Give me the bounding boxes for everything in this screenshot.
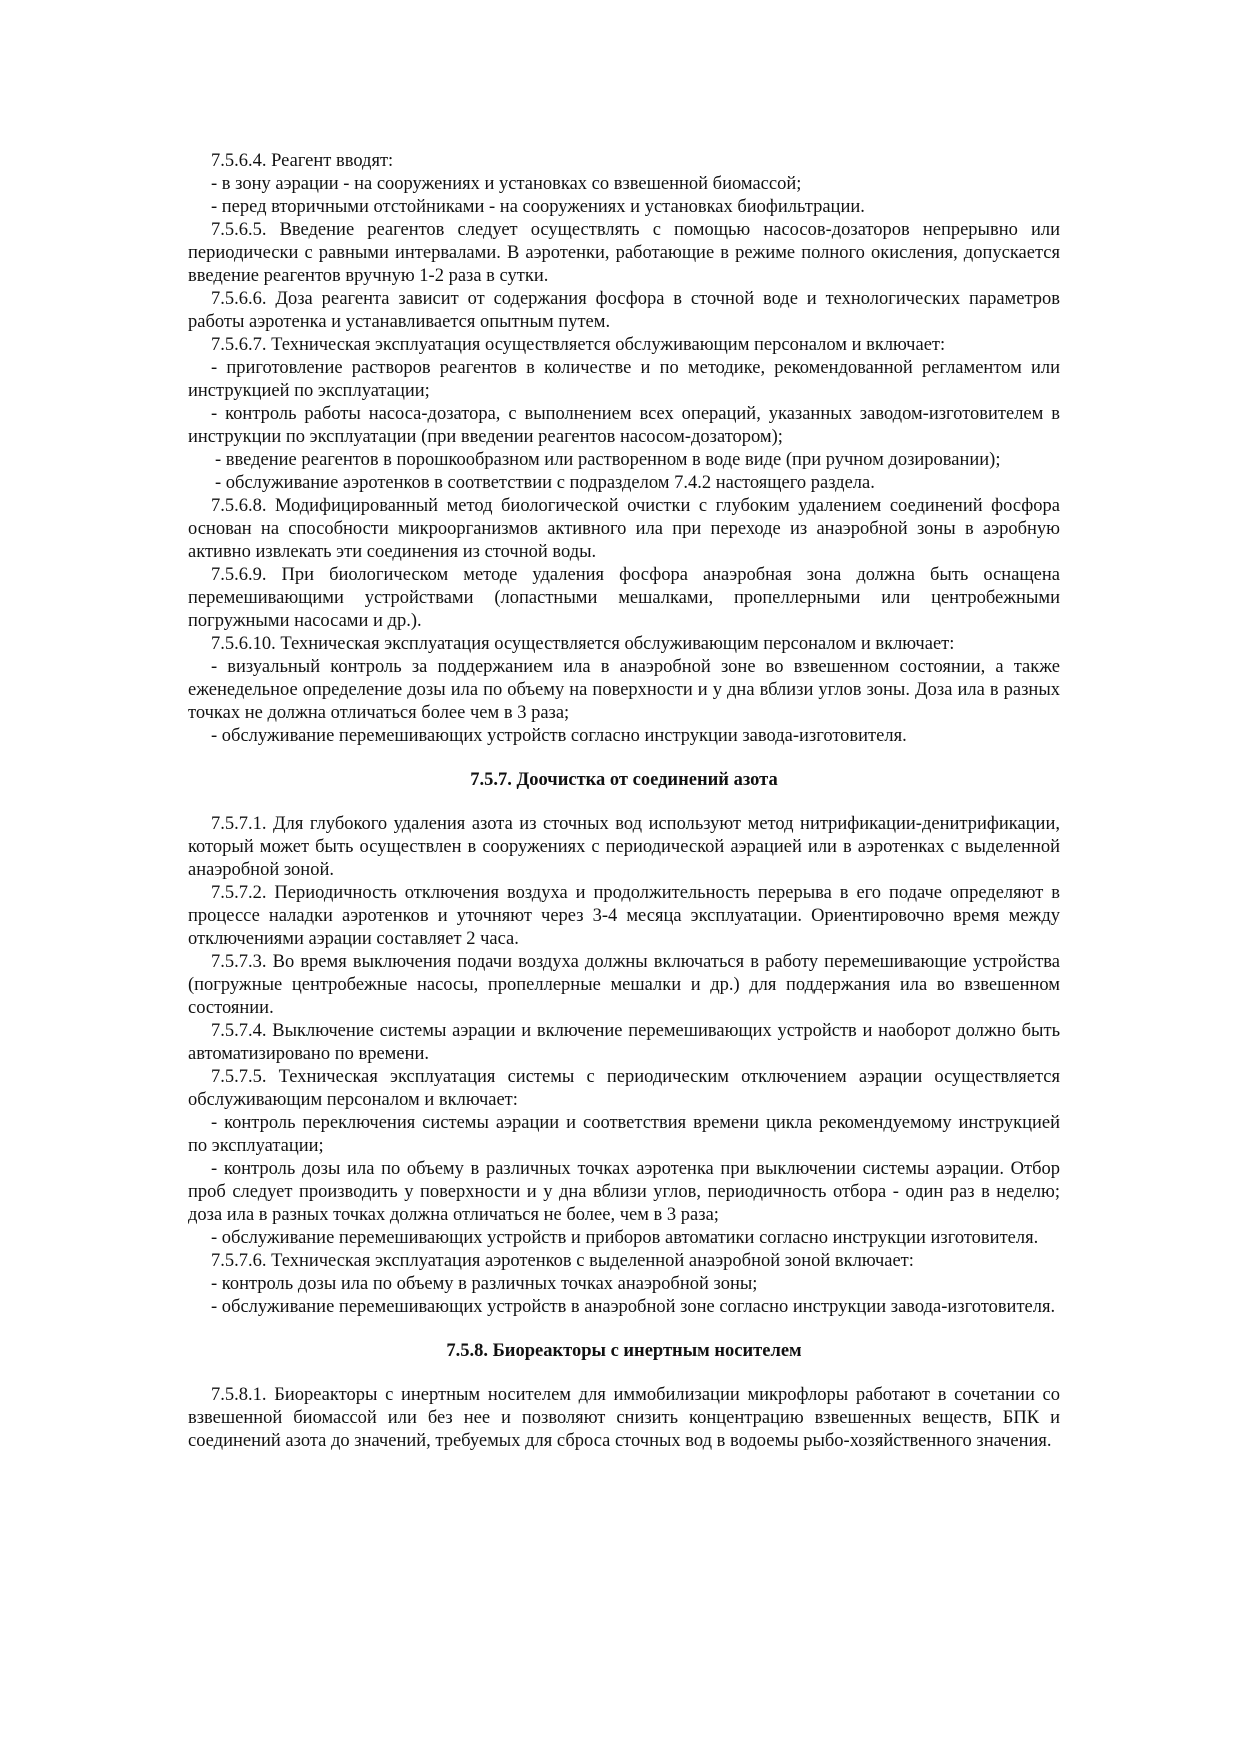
list-item: - введение реагентов в порошкообразном или растворенном в воде виде (при ручном дозировании); <box>215 450 1001 470</box>
paragraph-7-5-6-5: 7.5.6.5. Введение реагентов следует осуществлять с помощью насосов-дозаторов непрерывно или периодически с равными интервалами. В аэротенки, работающие в режиме полного окисления, допускается введение реагентов вручную 1-2 раза в сутки. <box>188 220 1060 286</box>
list-item: - обслуживание аэротенков в соответствии с подразделом 7.4.2 настоящего раздела. <box>215 473 875 493</box>
section-heading-7-5-7: 7.5.7. Доочистка от соединений азота <box>470 770 778 790</box>
paragraph-7-5-6-6: 7.5.6.6. Доза реагента зависит от содержания фосфора в сточной воде и технологических параметров работы аэротенка и устанавливается опытным путем. <box>188 289 1060 332</box>
list-item: - контроль переключения системы аэрации и соответствия времени цикла рекомендуемому инструкцией по эксплуатации; <box>188 1113 1060 1156</box>
paragraph-7-5-7-4: 7.5.7.4. Выключение системы аэрации и включение перемешивающих устройств и наоборот должно быть автоматизировано по времени. <box>188 1021 1060 1064</box>
paragraph-7-5-7-6: 7.5.7.6. Техническая эксплуатация аэротенков с выделенной анаэробной зоной включает: <box>211 1251 914 1271</box>
list-item: - контроль работы насоса-дозатора, с выполнением всех операций, указанных заводом-изготовителем в инструкции по эксплуатации (при введении реагентов насосом-дозатором); <box>188 404 1060 447</box>
paragraph-7-5-6-7: 7.5.6.7. Техническая эксплуатация осуществляется обслуживающим персоналом и включает: <box>211 335 946 355</box>
list-item: - приготовление растворов реагентов в количестве и по методике, рекомендованной регламентом или инструкцией по эксплуатации; <box>188 358 1060 401</box>
paragraph-7-5-7-3: 7.5.7.3. Во время выключения подачи воздуха должны включаться в работу перемешивающие устройства (погружные центробежные насосы, пропеллерные мешалки и др.) для поддержания ила во взвешенном состоянии. <box>188 952 1060 1018</box>
paragraph-7-5-6-9: 7.5.6.9. При биологическом методе удаления фосфора анаэробная зона должна быть оснащена перемешивающими устройствами (лопастными мешалками, пропеллерными или центробежными погружными насосами и др.). <box>188 565 1060 631</box>
list-item: - контроль дозы ила по объему в различных точках аэротенка при выключении системы аэрации. Отбор проб следует производить у поверхности и у дна вблизи углов, периодичность отбора - один раз в неделю; доза ила в разных точках должна отличаться не более, чем в 3 раза; <box>188 1159 1060 1225</box>
section-heading-7-5-8: 7.5.8. Биореакторы с инертным носителем <box>446 1341 802 1361</box>
paragraph-7-5-7-1: 7.5.7.1. Для глубокого удаления азота из сточных вод используют метод нитрификации-денитрификации, который может быть осуществлен в сооружениях с периодической аэрацией или в аэротенках с выделенной анаэробной зоной. <box>188 814 1060 880</box>
list-item: - в зону аэрации - на сооружениях и установках со взвешенной биомассой; <box>211 174 802 194</box>
paragraph-7-5-7-2: 7.5.7.2. Периодичность отключения воздуха и продолжительность перерыва в его подаче определяют в процессе наладки аэротенков и уточняют через 3-4 месяца эксплуатации. Ориентировочно время между отключениями аэрации составляет 2 часа. <box>188 883 1060 949</box>
paragraph-7-5-7-5: 7.5.7.5. Техническая эксплуатация системы с периодическим отключением аэрации осуществляется обслуживающим персоналом и включает: <box>188 1067 1060 1110</box>
paragraph-7-5-6-4: 7.5.6.4. Реагент вводят: <box>211 151 394 171</box>
list-item: - визуальный контроль за поддержанием ила в анаэробной зоне во взвешенном состоянии, а также еженедельное определение дозы ила по объему на поверхности и у дна вблизи углов зоны. Доза ила в разных точках не должна отличаться более чем в 3 раза; <box>188 657 1060 723</box>
paragraph-7-5-8-1: 7.5.8.1. Биореакторы с инертным носителем для иммобилизации микрофлоры работают в сочетании со взвешенной биомассой или без нее и позволяют снизить концентрацию взвешенных веществ, БПК и соединений азота до значений, требуемых для сброса сточных вод в водоемы рыбо-хозяйственного значения. <box>188 1385 1060 1451</box>
list-item: - перед вторичными отстойниками - на сооружениях и установках биофильтрации. <box>211 197 865 217</box>
list-item: - контроль дозы ила по объему в различных точках анаэробной зоны; <box>211 1274 758 1294</box>
list-item: - обслуживание перемешивающих устройств согласно инструкции завода-изготовителя. <box>211 726 907 746</box>
paragraph-7-5-6-10: 7.5.6.10. Техническая эксплуатация осуществляется обслуживающим персоналом и включает: <box>211 634 955 654</box>
list-item: - обслуживание перемешивающих устройств и приборов автоматики согласно инструкции изготовителя. <box>211 1228 1039 1248</box>
paragraph-7-5-6-8: 7.5.6.8. Модифицированный метод биологической очистки с глубоким удалением соединений фосфора основан на способности микроорганизмов активного ила при переходе из анаэробной зоны в аэробную активно извлекать эти соединения из сточной воды. <box>188 496 1060 562</box>
list-item: - обслуживание перемешивающих устройств в анаэробной зоне согласно инструкции завода-изготовителя. <box>211 1297 1056 1317</box>
document-page <box>188 150 1060 1453</box>
